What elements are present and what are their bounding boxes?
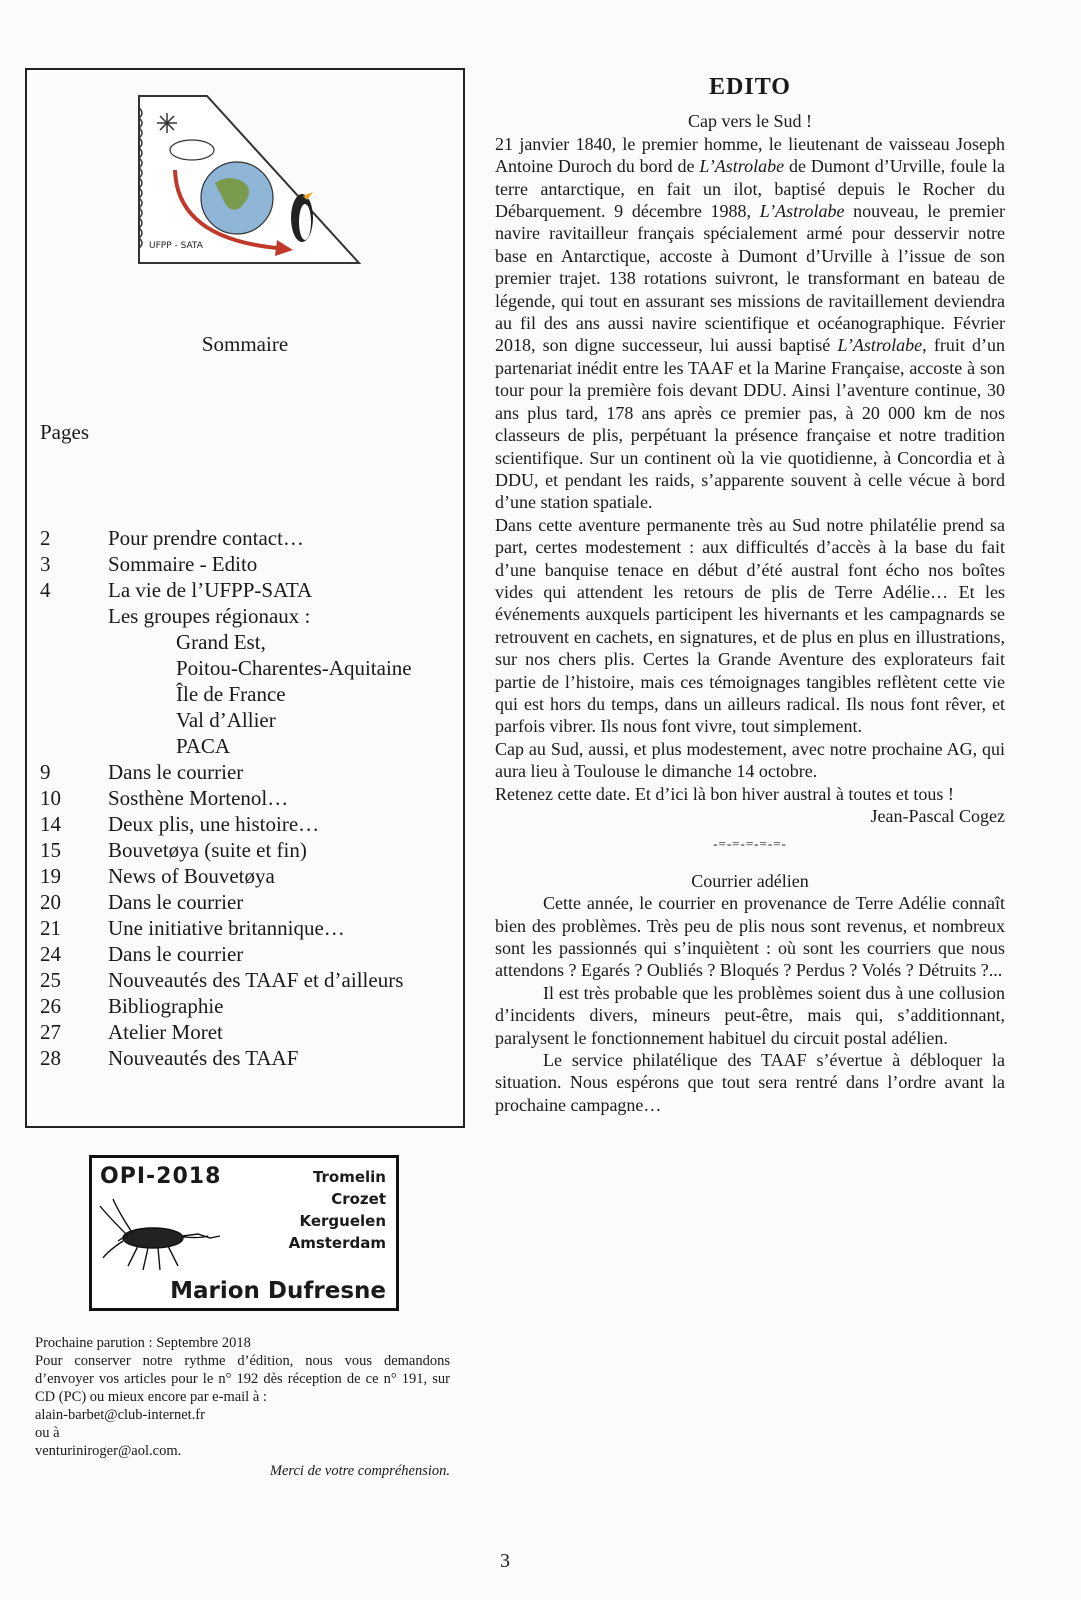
toc-row [40, 1045, 460, 1071]
toc-page-number: 19 [40, 864, 61, 888]
toc-title: Bouvetøya (suite et fin) [108, 838, 307, 862]
toc-title: Deux plis, une histoire… [108, 812, 320, 836]
toc-page-number: 27 [40, 1020, 61, 1044]
toc-row [40, 941, 460, 967]
toc-row [40, 811, 460, 837]
toc-page-number: 21 [40, 916, 61, 940]
notice-thanks: Merci de votre compréhension. [269, 1463, 450, 1479]
opi-place: Kerguelen [299, 1212, 386, 1230]
svg-text:UFPP - SATA: UFPP - SATA [149, 241, 203, 251]
toc-page-number: 26 [40, 994, 61, 1018]
opi-title: OPI-2018 [100, 1164, 222, 1189]
page-number: 3 [500, 1550, 510, 1572]
toc-row [40, 551, 460, 577]
toc-page-number: 15 [40, 838, 61, 862]
toc-subtitle: Île de France [176, 682, 286, 706]
toc-title: La vie de l’UFPP-SATA [108, 578, 313, 602]
pages-label: Pages [40, 420, 89, 444]
snowflake-icon [157, 113, 177, 133]
toc-subtitle: PACA [176, 734, 231, 758]
toc-page-number: 9 [40, 760, 51, 784]
ufpp-sata-stamp-logo [127, 88, 367, 268]
toc-row [40, 681, 460, 707]
next-issue-date: Prochaine parution : Septembre 2018 [35, 1335, 251, 1351]
toc-row [40, 1019, 460, 1045]
toc-title: News of Bouvetøya [108, 864, 275, 888]
edito-signature: Jean-Pascal Cogez [870, 806, 1005, 826]
toc-row [40, 577, 460, 603]
toc-title: Nouveautés des TAAF [108, 1046, 299, 1070]
opi-ship-name: Marion Dufresne [170, 1278, 386, 1304]
toc-title: Dans le courrier [108, 942, 244, 966]
toc-title: Les groupes régionaux : [108, 604, 311, 628]
edito-subtitle: Cap vers le Sud ! [688, 111, 812, 132]
toc-title: Dans le courrier [108, 760, 244, 784]
notice-body: Pour conserver notre rythme d’édition, nous vous demandons d’envoyer vos articles pour le n° 192 dès réception de ce n° 191, sur CD (PC) ou mieux encore par e-mail à : [35, 1353, 450, 1405]
toc-subtitle: Grand Est, [176, 630, 266, 654]
toc-row [40, 655, 460, 681]
toc-page-number [40, 655, 108, 681]
toc-row [40, 785, 460, 811]
edito-paragraph: Dans cette aventure permanente très au Sud notre philatélie prend sa part, certes modestement : aux difficultés d’accès à la base du fait d’une banquise tenace en début d’été austral font écho nos boîtes vides qui attendent les retours de plis de Terre Adélie… Et les événements auxquels participent les hivernants et les campagnards se retrouvent en cachets, en signatures, et de plus en plus en illustrations, sur nos chers plis. Certes la Grande Aventure des explorateurs fait partie de l’histoire, mais ces témoignages tangibles reflètent cette vie qui est hors du temps, dans un ailleurs radical. Ils nous font rêver, et parfois vibrer. Ils nous font vivre, tout simplement. [495, 514, 1005, 737]
edito-title: EDITO [709, 74, 791, 100]
toc-page-number: 25 [40, 968, 61, 992]
toc-page-number [40, 629, 108, 655]
toc-page-number [40, 707, 108, 733]
edito-paragraph: Retenez cette date. Et d’ici là bon hiver austral à toutes et tous ! [495, 783, 954, 804]
toc-title: Sosthène Mortenol… [108, 786, 289, 810]
edito-column [495, 76, 1005, 1116]
separator: -=-=-=-=-=- [713, 836, 787, 852]
lobster-icon [98, 1196, 248, 1276]
toc-subtitle: Poitou-Charentes-Aquitaine [176, 656, 412, 680]
opi-place: Amsterdam [288, 1234, 386, 1252]
toc-row [40, 915, 460, 941]
table-of-contents [40, 525, 460, 1071]
toc-row [40, 603, 460, 629]
toc-title: Dans le courrier [108, 890, 244, 914]
sommaire-box [25, 68, 465, 1128]
toc-row [40, 889, 460, 915]
toc-page-number: 3 [40, 552, 51, 576]
toc-title: Sommaire - Edito [108, 552, 258, 576]
toc-page-number: 20 [40, 890, 61, 914]
toc-row [40, 629, 460, 655]
toc-page-number [40, 603, 108, 629]
toc-page-number: 2 [40, 526, 51, 550]
email-link[interactable]: venturiniroger@aol.com. [35, 1443, 182, 1459]
opi-2018-box [89, 1155, 399, 1311]
opi-places [289, 1166, 386, 1254]
toc-page-number: 10 [40, 786, 61, 810]
courrier-paragraph: Cette année, le courrier en provenance de Terre Adélie connaît bien des problèmes. Très peu de plis nous sont revenus, et nombreux sont les passionnés qui s’inquiètent : où sont les courriers que nous attendons ? Egarés ? Oubliés ? Bloqués ? Perdus ? Volés ? Détruits ?... [495, 893, 1005, 981]
toc-row [40, 837, 460, 863]
courrier-title: Courrier adélien [691, 870, 809, 891]
toc-title: Nouveautés des TAAF et d’ailleurs [108, 968, 404, 992]
courrier-paragraph: Il est très probable que les problèmes soient dus à une collusion d’incidents divers, mineurs peut-être, mais qui, s’additionnant, paralysent le fonctionnement habituel du circuit postal adélien. [495, 982, 1005, 1048]
toc-row [40, 707, 460, 733]
email-link[interactable]: alain-barbet@club-internet.fr [35, 1407, 205, 1423]
toc-row [40, 733, 460, 759]
toc-title: Une initiative britannique… [108, 916, 345, 940]
toc-page-number [40, 681, 108, 707]
edito-paragraph: 21 janvier 1840, le premier homme, le lieutenant de vaisseau Joseph Antoine Duroch du bord de L’Astrolabe de Dumont d’Urville, foule la terre antarctique, en fait un ilot, baptisé depuis le Rocher du Débarquement. 9 décembre 1988, L’Astrolabe nouveau, le premier navire ravitailleur français spécialement armé pour desservir notre base en Antarctique, accoste à Dumont d’Urville à l’issue de son premier trajet. 138 rotations suivront, le transformant en bateau de légende, qui tout en assurant ses missions de ravitaillement deviendra au fil des ans aussi navire scientifique et océanographique. Février 2018, son digne successeur, lui aussi baptisé L’Astrolabe, fruit d’un partenariat inédit entre les TAAF et la Marine Française, accoste à son tour pour la première fois devant DDU. Ainsi l’aventure continue, 30 ans plus tard, 178 ans après ce premier pas, à 20 000 km de nos classeurs de plis, perpétuant la présence française et notre tradition scientifique. Sur un continent où la vie quotidienne, à Concordia et à DDU, et pendant les raids, s’apparente souvent à celle vécue à bord d’une station spatiale. [495, 133, 1006, 513]
opi-place: Tromelin [312, 1168, 386, 1186]
toc-page-number: 14 [40, 812, 61, 836]
opi-place: Crozet [331, 1190, 386, 1208]
toc-page-number: 24 [40, 942, 61, 966]
sommaire-title: Sommaire [201, 332, 289, 356]
next-issue-notice [35, 1334, 450, 1480]
toc-row [40, 967, 460, 993]
edito-paragraph: Cap au Sud, aussi, et plus modestement, avec notre prochaine AG, qui aura lieu à Toulouse le dimanche 14 octobre. [495, 738, 1005, 782]
toc-title: Atelier Moret [108, 1020, 223, 1044]
toc-page-number: 28 [40, 1046, 61, 1070]
toc-title: Bibliographie [108, 994, 224, 1018]
toc-row [40, 525, 460, 551]
toc-row [40, 759, 460, 785]
toc-subtitle: Val d’Allier [176, 708, 276, 732]
toc-page-number [40, 733, 108, 759]
toc-title: Pour prendre contact… [108, 526, 304, 550]
toc-row [40, 993, 460, 1019]
notice-or: ou à [35, 1425, 60, 1441]
toc-row [40, 863, 460, 889]
courrier-paragraph: Le service philatélique des TAAF s’évertue à débloquer la situation. Nous espérons que tout sera rentré dans l’ordre avant la prochaine campagne… [495, 1050, 1005, 1115]
toc-page-number: 4 [40, 578, 51, 602]
